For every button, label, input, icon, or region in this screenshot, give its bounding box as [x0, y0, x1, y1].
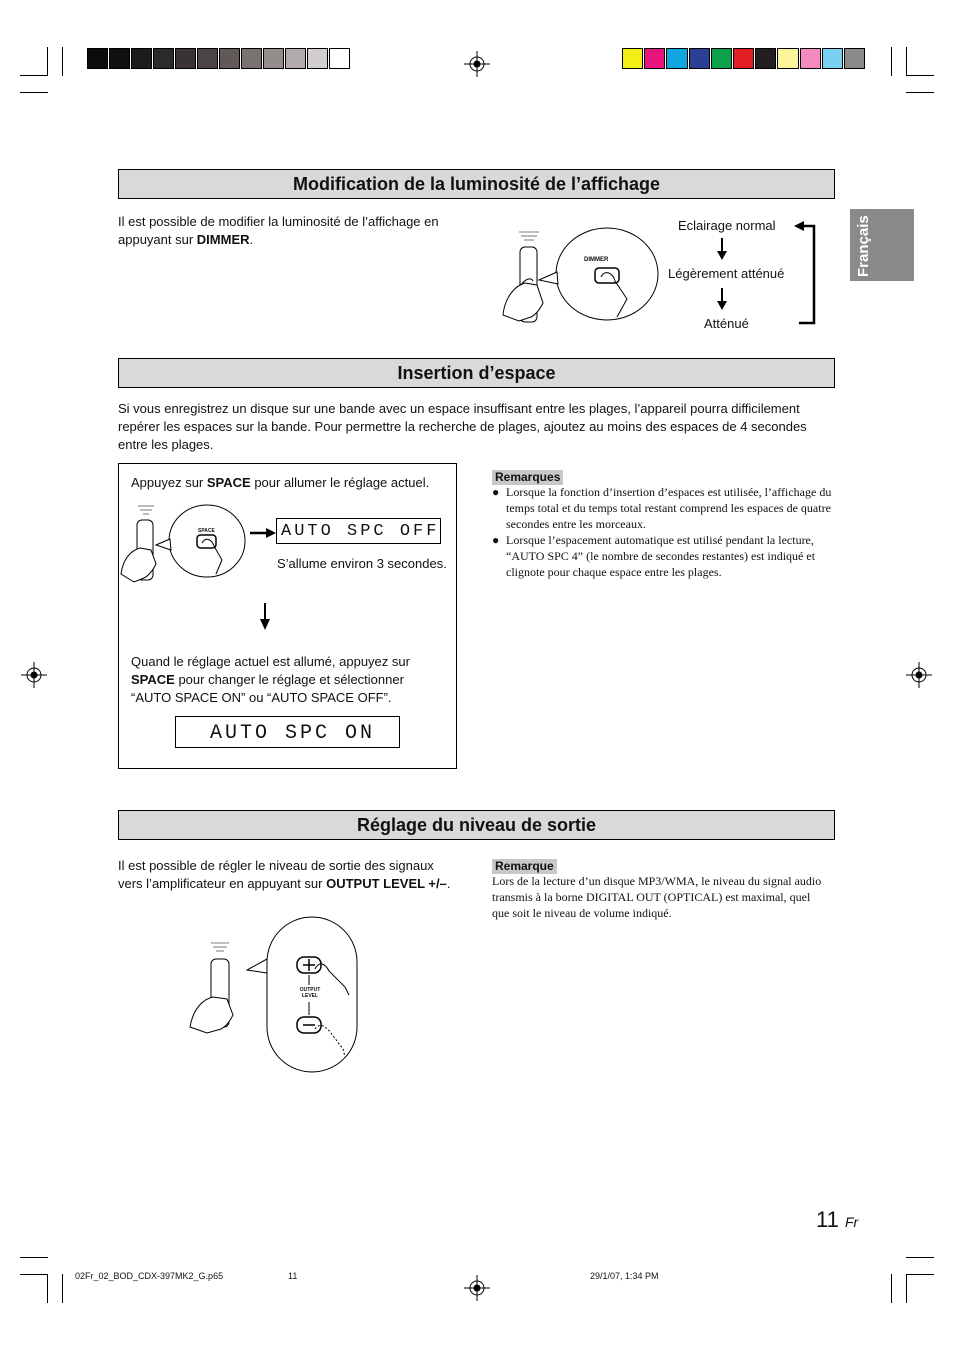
color-swatch — [666, 48, 687, 69]
lcd-display-on — [175, 716, 400, 748]
footer-filename: 02Fr_02_BOD_CDX-397MK2_G.p65 — [75, 1271, 224, 1281]
dimmer-state-normal: Eclairage normal — [678, 218, 776, 233]
lcd-display-off-text: AUTO SPC OFF — [281, 522, 440, 541]
language-tab — [850, 209, 914, 281]
color-swatch — [800, 48, 821, 69]
remote-dimmer-illustration — [495, 225, 665, 330]
color-swatch — [241, 48, 262, 69]
remote-signal-icon — [211, 943, 229, 951]
color-swatch — [822, 48, 843, 69]
color-swatch — [109, 48, 130, 69]
language-tab-label: Français — [855, 215, 872, 277]
registration-mark-icon — [904, 660, 934, 690]
space-button-label: SPACE — [198, 528, 215, 534]
space-intro: Si vous enregistrez un disque sur une bande avec un espace insuffisant entre les plages, l’appareil pourra difficilement repérer les espaces sur la bande. Pour permettre la recherche de plages, ajoutez au moins des espaces de 4 secondes entre les plages. — [118, 401, 807, 452]
list-item: ● Lorsque la fonction d’insertion d’espaces est utilisée, l’affichage du temps total et du temps total restant comprend les espaces de quatre secondes entre les morceaux. — [492, 485, 832, 531]
color-swatch — [131, 48, 152, 69]
arrow-right-icon — [250, 528, 276, 538]
remote-space-illustration — [118, 498, 278, 586]
color-swatch — [733, 48, 754, 69]
output-level-button-label: OUTPUT LEVEL — [299, 987, 321, 999]
section-title-space: Insertion d’espace — [118, 358, 835, 388]
footer-date: 29/1/07, 1:34 PM — [590, 1271, 659, 1281]
color-swatch — [329, 48, 350, 69]
color-swatch — [622, 48, 643, 69]
arrow-down-icon — [258, 603, 272, 633]
arrow-down-icon — [717, 238, 727, 260]
dimmer-state-slightly-dimmed: Légèrement atténué — [668, 266, 785, 281]
color-swatch — [711, 48, 732, 69]
section-title-dimmer: Modification de la luminosité de l’affichage — [118, 169, 835, 199]
registration-mark-icon — [462, 49, 492, 79]
footer-page: 11 — [288, 1271, 298, 1281]
color-swatch — [777, 48, 798, 69]
remote-output-level-illustration — [185, 915, 365, 1075]
output-note-label: Remarque — [492, 857, 557, 875]
arrow-down-icon — [717, 288, 727, 310]
registration-mark-icon — [19, 660, 49, 690]
arrow-left-icon — [794, 221, 804, 231]
space-step-1: Appuyez sur SPACE pour allumer le réglage actuel. — [131, 475, 430, 490]
dimmer-description: Il est possible de modifier la luminosité de l’affichage en appuyant sur DIMMER. — [118, 214, 439, 247]
page-number: 11 Fr — [816, 1207, 859, 1232]
remote-signal-icon — [519, 232, 539, 240]
color-swatch — [263, 48, 284, 69]
output-note: Lors de la lecture d’un disque MP3/WMA, le niveau du signal audio transmis à la borne DIGITAL OUT (OPTICAL) est maximal, quel que soit le niveau de volume indiqué. — [492, 874, 822, 920]
color-swatch — [644, 48, 665, 69]
color-swatch — [689, 48, 710, 69]
dimmer-state-dimmed: Atténué — [704, 316, 749, 331]
color-swatch — [755, 48, 776, 69]
notes-list — [492, 484, 832, 580]
color-swatch — [219, 48, 240, 69]
section-title-output: Réglage du niveau de sortie — [118, 810, 835, 840]
list-item: ● Lorsque l’espacement automatique est utilisé pendant la lecture, “AUTO SPC 4” (le nombre de secondes restantes) est indiqué et clignote pour chaque espace entre les plages. — [492, 533, 816, 579]
output-description: Il est possible de régler le niveau de sortie des signaux vers l’amplificateur en appuyant sur OUTPUT LEVEL +/–. — [118, 858, 451, 891]
color-swatch — [197, 48, 218, 69]
color-swatch — [285, 48, 306, 69]
lcd-display-off — [276, 518, 441, 544]
lcd-display-on-text: AUTO SPC ON — [210, 722, 376, 745]
remote-signal-icon — [138, 506, 154, 514]
space-step-2: Quand le réglage actuel est allumé, appuyez sur SPACE pour changer le réglage et sélectionner “AUTO SPACE ON” ou “AUTO SPACE OFF”. — [131, 654, 410, 705]
color-swatch — [175, 48, 196, 69]
color-swatch — [844, 48, 865, 69]
registration-mark-icon — [462, 1273, 492, 1303]
bullet-icon: ● — [492, 533, 500, 547]
dimmer-button-label: DIMMER — [584, 257, 609, 263]
bullet-icon: ● — [492, 485, 500, 499]
color-swatch — [87, 48, 108, 69]
color-swatch — [153, 48, 174, 69]
notes-label: Remarques — [492, 468, 563, 486]
color-swatch — [307, 48, 328, 69]
dimmer-cycle-arrows — [710, 218, 825, 328]
display-duration-note: S’allume environ 3 secondes. — [277, 556, 447, 571]
